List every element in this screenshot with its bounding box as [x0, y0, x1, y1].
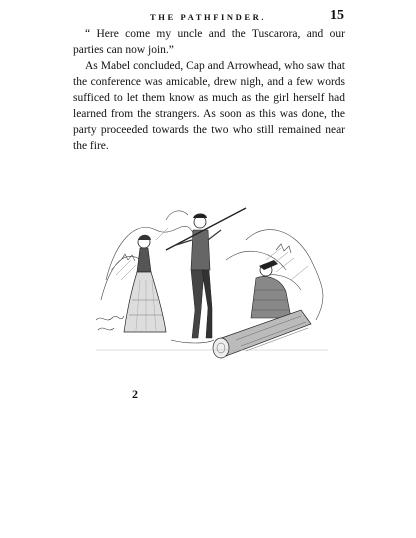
paragraph-2: As Mabel concluded, Cap and Arrowhead, who saw that the conference was amicable, drew nigh, and a few words sufficed to let them know as much as the girl herself had learned from the strangers. As soon as this was done, the party proceeded towards the two who still remained near the fire.: [73, 60, 345, 152]
woman-figure: [124, 235, 166, 332]
paragraph-1: “ Here come my uncle and the Tuscarora, and our parties can now join.”: [73, 28, 345, 56]
signature-mark: 2: [132, 387, 138, 401]
page-number: 15: [330, 8, 344, 23]
man-with-rifle-figure: [166, 208, 246, 338]
running-title: THE PATHFINDER.: [150, 12, 267, 22]
engraving-illustration: [96, 200, 328, 362]
body-text: [73, 26, 345, 154]
